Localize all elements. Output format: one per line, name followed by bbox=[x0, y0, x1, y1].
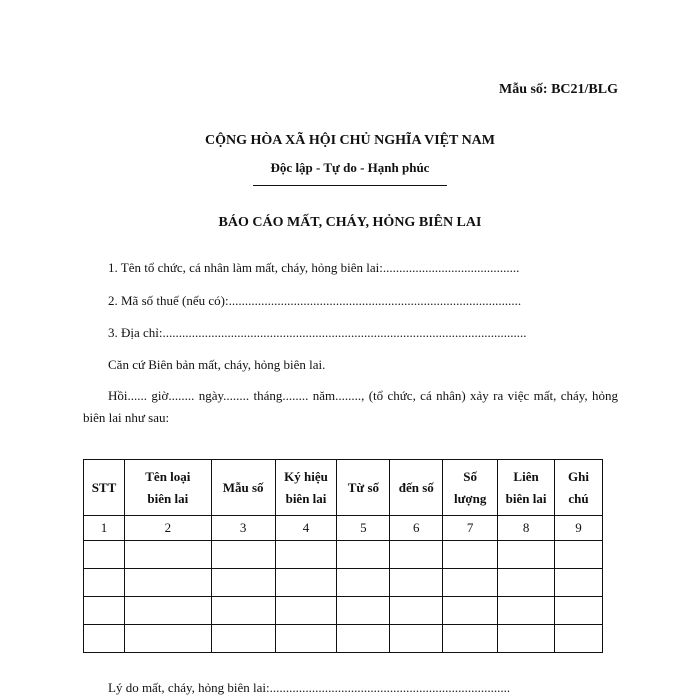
table-cell[interactable] bbox=[337, 597, 390, 625]
event-text: Hồi...... giờ........ ngày........ tháng........ năm........, (tổ chức, cá nhân) xảy ra việc mất, cháy, hỏng biên lai như sau: bbox=[83, 388, 618, 425]
table-cell[interactable] bbox=[498, 625, 555, 653]
table-cell[interactable] bbox=[498, 597, 555, 625]
column-number: 3 bbox=[211, 516, 275, 541]
column-number: 8 bbox=[498, 516, 555, 541]
column-number: 4 bbox=[275, 516, 337, 541]
table-cell[interactable] bbox=[390, 597, 443, 625]
table-row bbox=[84, 597, 603, 625]
table-cell[interactable] bbox=[124, 541, 211, 569]
table-cell[interactable] bbox=[84, 625, 125, 653]
column-number: 5 bbox=[337, 516, 390, 541]
header-note: Ghi chú bbox=[555, 460, 603, 516]
table-cell[interactable] bbox=[555, 625, 603, 653]
column-number: 2 bbox=[124, 516, 211, 541]
table-cell[interactable] bbox=[275, 625, 337, 653]
table-cell[interactable] bbox=[443, 625, 498, 653]
motto-underline bbox=[253, 185, 447, 186]
table-cell[interactable] bbox=[84, 541, 125, 569]
table-cell[interactable] bbox=[443, 541, 498, 569]
table-cell[interactable] bbox=[124, 569, 211, 597]
table-cell[interactable] bbox=[124, 625, 211, 653]
header-receipt-type: Tên loại biên lai bbox=[124, 460, 211, 516]
table-cell[interactable] bbox=[498, 569, 555, 597]
header-from-number: Từ số bbox=[337, 460, 390, 516]
table-cell[interactable] bbox=[211, 569, 275, 597]
table-header-row bbox=[84, 460, 603, 516]
field-tax-code: 2. Mã số thuế (nếu có):.......................................................................................... bbox=[108, 293, 522, 308]
table-cell[interactable] bbox=[390, 541, 443, 569]
table-cell[interactable] bbox=[84, 569, 125, 597]
nation-heading: CỘNG HÒA XÃ HỘI CHỦ NGHĨA VIỆT NAM bbox=[204, 133, 495, 148]
column-number: 7 bbox=[443, 516, 498, 541]
table-cell[interactable] bbox=[555, 597, 603, 625]
table-cell[interactable] bbox=[443, 597, 498, 625]
table-cell[interactable] bbox=[443, 569, 498, 597]
table-cell[interactable] bbox=[211, 597, 275, 625]
column-number: 6 bbox=[390, 516, 443, 541]
table-cell[interactable] bbox=[498, 541, 555, 569]
column-number-row bbox=[84, 516, 603, 541]
table-cell[interactable] bbox=[275, 569, 337, 597]
header-stt: STT bbox=[84, 460, 125, 516]
table-cell[interactable] bbox=[275, 541, 337, 569]
header-receipt-symbol: Ký hiệu biên lai bbox=[275, 460, 337, 516]
column-number: 1 bbox=[84, 516, 125, 541]
field-organization-name: 1. Tên tổ chức, cá nhân làm mất, cháy, hỏng biên lai:.......................................... bbox=[108, 260, 520, 275]
column-number: 9 bbox=[555, 516, 603, 541]
header-copy: Liên biên lai bbox=[498, 460, 555, 516]
basis-text: Căn cứ Biên bản mất, cháy, hỏng biên lai. bbox=[108, 357, 326, 372]
form-code: Mẫu số: BC21/BLG bbox=[498, 82, 618, 97]
table-row bbox=[84, 541, 603, 569]
motto: Độc lập - Tự do - Hạnh phúc bbox=[270, 160, 430, 175]
table-cell[interactable] bbox=[390, 625, 443, 653]
table-cell[interactable] bbox=[390, 569, 443, 597]
document-title: BÁO CÁO MẤT, CHÁY, HỎNG BIÊN LAI bbox=[218, 215, 482, 230]
header-to-number: đến số bbox=[390, 460, 443, 516]
header-quantity: Số lượng bbox=[443, 460, 498, 516]
field-address: 3. Địa chỉ:................................................................................................................ bbox=[108, 325, 527, 340]
table-cell[interactable] bbox=[211, 541, 275, 569]
table-cell[interactable] bbox=[211, 625, 275, 653]
table-cell[interactable] bbox=[275, 597, 337, 625]
table-row bbox=[84, 625, 603, 653]
table-cell[interactable] bbox=[84, 597, 125, 625]
table-cell[interactable] bbox=[337, 569, 390, 597]
table-cell[interactable] bbox=[337, 541, 390, 569]
header-form-number: Mẫu số bbox=[211, 460, 275, 516]
receipt-table bbox=[83, 459, 603, 653]
table-cell[interactable] bbox=[555, 569, 603, 597]
table-cell[interactable] bbox=[337, 625, 390, 653]
table-row bbox=[84, 569, 603, 597]
field-reason: Lý do mất, cháy, hỏng biên lai:.......................................................................... bbox=[108, 680, 511, 695]
table-cell[interactable] bbox=[124, 597, 211, 625]
table-cell[interactable] bbox=[555, 541, 603, 569]
